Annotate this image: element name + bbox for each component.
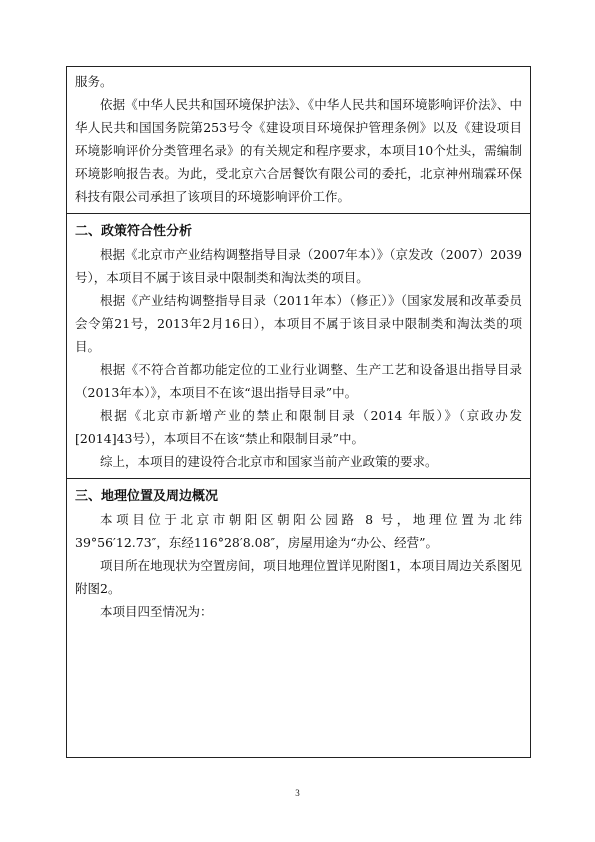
location-paragraph-3: 本项目四至情况为： — [100, 604, 213, 619]
location-paragraph-1: 本项目位于北京市朝阳区朝阳公园路 8 号，地理位置为北纬39°56′12.73″，东经116°28′8.08″，房屋用途为“办公、经营”。 — [75, 512, 522, 550]
location-heading: 三、地理位置及周边概况 — [75, 489, 219, 504]
content-frame — [66, 66, 531, 758]
intro-paragraph-1: 服务。 — [75, 74, 113, 89]
policy-paragraph-1: 根据《北京市产业结构调整指导目录（2007年本）》（京发改（2007）2039号），本项目不属于该目录中限制类和淘汰类的项目。 — [75, 247, 522, 285]
policy-paragraph-5: 综上，本项目的建设符合北京市和国家当前产业政策的要求。 — [100, 454, 438, 469]
document-body — [75, 70, 522, 623]
intro-paragraph-2: 依据《中华人民共和国环境保护法》、《中华人民共和国环境影响评价法》、中华人民共和国国务院第253号令《建设项目环境保护管理条例》以及《建设项目环境影响评价分类管理名录》的有关规定和程序要求，本项目10个灶头，需编制环境影响报告表。为此，受北京六合居餐饮有限公司的委托，北京神州瑞霖环保科技有限公司承担了该项目的环境影响评价工作。 — [75, 97, 522, 204]
section-divider — [67, 213, 530, 214]
policy-paragraph-3: 根据《不符合首都功能定位的工业行业调整、生产工艺和设备退出指导目录（2013年本）》，本项目不在该“退出指导目录”中。 — [75, 362, 522, 400]
page-number: 3 — [295, 788, 300, 798]
policy-paragraph-2: 根据《产业结构调整指导目录（2011年本）（修正）》（国家发展和改革委员会令第21号，2013年2月16日），本项目不属于该目录中限制类和淘汰类的项目。 — [75, 293, 522, 354]
location-paragraph-2: 项目所在地现状为空置房间，项目地理位置详见附图1，本项目周边关系图见附图2。 — [75, 558, 522, 596]
policy-heading: 二、政策符合性分析 — [75, 224, 193, 239]
policy-paragraph-4: 根据《北京市新增产业的禁止和限制目录（2014 年版）》（京政办发[2014]43号），本项目不在该“禁止和限制目录”中。 — [75, 408, 522, 446]
section-divider — [67, 478, 530, 479]
